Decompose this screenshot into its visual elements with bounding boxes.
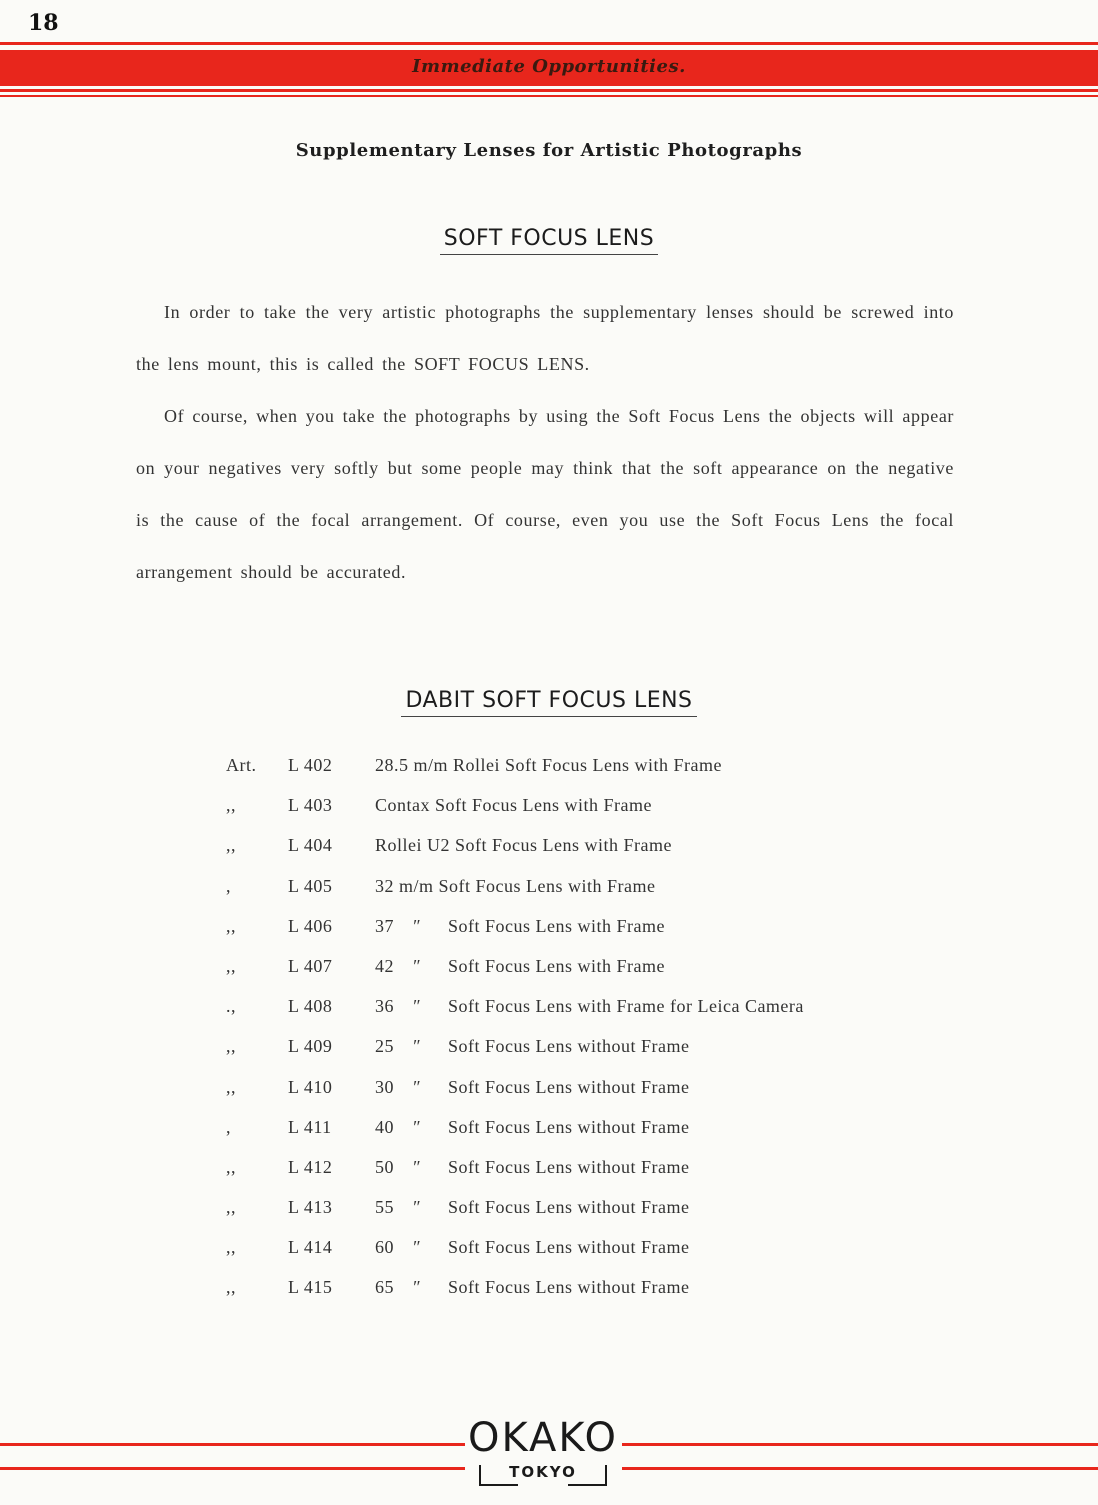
lens-size: 55	[375, 1197, 394, 1218]
page-number: 18	[28, 10, 59, 36]
section-heading-dabit: DABIT SOFT FOCUS LENS	[0, 688, 1098, 717]
logo-name: OKAKO	[468, 1415, 618, 1461]
lens-description: Soft Focus Lens without Frame	[448, 1156, 690, 1177]
ditto-mark: ″	[412, 1156, 420, 1177]
bottom-rule-left-2	[0, 1467, 465, 1470]
article-code: L 407	[288, 955, 333, 976]
lens-description: Soft Focus Lens without Frame	[448, 1237, 690, 1258]
article-code: L 413	[288, 1197, 333, 1218]
section-heading-soft-focus: SOFT FOCUS LENS	[0, 226, 1098, 255]
lens-description: Soft Focus Lens with Frame	[448, 915, 665, 936]
lens-size: 65	[375, 1277, 394, 1298]
article-code: L 402	[288, 755, 333, 775]
ditto-mark: ″	[412, 915, 420, 936]
row-prefix: ,,	[226, 1156, 236, 1177]
lens-size: 25	[375, 1036, 394, 1057]
article-code: L 410	[288, 1076, 333, 1097]
lens-description: Contax Soft Focus Lens with Frame	[375, 795, 652, 816]
row-prefix: ,,	[226, 1277, 236, 1298]
page-subtitle: Supplementary Lenses for Artistic Photographs	[295, 140, 803, 161]
lens-description: Soft Focus Lens without Frame	[448, 1076, 690, 1097]
ditto-mark: ″	[412, 1076, 420, 1097]
lens-size: 37	[375, 915, 394, 936]
row-prefix: ,,	[226, 955, 236, 976]
lens-description: Soft Focus Lens without Frame	[448, 1197, 690, 1218]
lens-description: Soft Focus Lens without Frame	[448, 1116, 690, 1137]
bottom-rule-right-2	[622, 1467, 1098, 1470]
lens-description: 28.5 m/m Rollei Soft Focus Lens with Frame	[375, 755, 722, 775]
row-prefix: ,,	[226, 915, 236, 936]
lens-description: Soft Focus Lens without Frame	[448, 1277, 690, 1298]
lens-description: Soft Focus Lens with Frame for Leica Camera	[448, 996, 804, 1017]
row-prefix: ,,	[226, 1237, 236, 1258]
ditto-mark: ″	[412, 1036, 420, 1057]
ditto-mark: ″	[412, 1116, 420, 1137]
article-code: L 415	[288, 1277, 333, 1298]
body-text	[136, 286, 954, 598]
row-prefix: ,,	[226, 1076, 236, 1097]
ditto-mark: ″	[412, 1277, 420, 1298]
article-code: L 409	[288, 1036, 333, 1057]
lens-size: 60	[375, 1237, 394, 1258]
article-code: L 408	[288, 996, 333, 1017]
article-code: L 404	[288, 835, 333, 856]
okako-logo	[468, 1415, 618, 1490]
lens-size: 42	[375, 955, 394, 976]
article-code: L 405	[288, 875, 333, 896]
lens-size: 50	[375, 1156, 394, 1177]
paragraph-1: In order to take the very artistic photographs the supplementary lenses should be screwed into the lens mount, this is called the SOFT FOCUS LENS.	[136, 302, 954, 374]
row-prefix: ,,	[226, 795, 236, 816]
article-code: L 414	[288, 1237, 333, 1258]
row-prefix: ,,	[226, 1197, 236, 1218]
paragraph-2: Of course, when you take the photographs by using the Soft Focus Lens the objects will appear on your negatives very softly but some people may think that the soft appearance on the negative is the cause of the focal arrangement. Of course, even you use the Soft Focus Lens the focal arrangement should be accurated.	[136, 406, 954, 582]
lens-description: Soft Focus Lens with Frame	[448, 955, 665, 976]
ditto-mark: ″	[412, 1197, 420, 1218]
article-code: L 412	[288, 1156, 333, 1177]
top-rule-thin-3	[0, 95, 1098, 97]
row-prefix: ,	[226, 875, 231, 896]
row-prefix: .,	[226, 996, 236, 1017]
ditto-mark: ″	[412, 996, 420, 1017]
row-prefix: ,,	[226, 1036, 236, 1057]
lens-size: 40	[375, 1116, 394, 1137]
top-rule-thin-1	[0, 42, 1098, 45]
article-code: L 403	[288, 795, 333, 816]
ditto-mark: ″	[412, 955, 420, 976]
bottom-rule-right-1	[622, 1443, 1098, 1446]
top-rule-thin-2	[0, 89, 1098, 92]
row-prefix: ,	[226, 1116, 231, 1137]
ditto-mark: ″	[412, 1237, 420, 1258]
logo-city: TOKYO	[509, 1463, 577, 1481]
lens-description: Soft Focus Lens without Frame	[448, 1036, 690, 1057]
band-title: Immediate Opportunities.	[412, 56, 686, 77]
row-prefix: Art.	[226, 755, 257, 775]
article-code: L 411	[288, 1116, 332, 1137]
lens-description: Rollei U2 Soft Focus Lens with Frame	[375, 835, 672, 856]
lens-size: 30	[375, 1076, 394, 1097]
lens-size: 36	[375, 996, 394, 1017]
lens-description: 32 m/m Soft Focus Lens with Frame	[375, 875, 656, 896]
article-code: L 406	[288, 915, 333, 936]
row-prefix: ,,	[226, 835, 236, 856]
bottom-rule-left-1	[0, 1443, 465, 1446]
